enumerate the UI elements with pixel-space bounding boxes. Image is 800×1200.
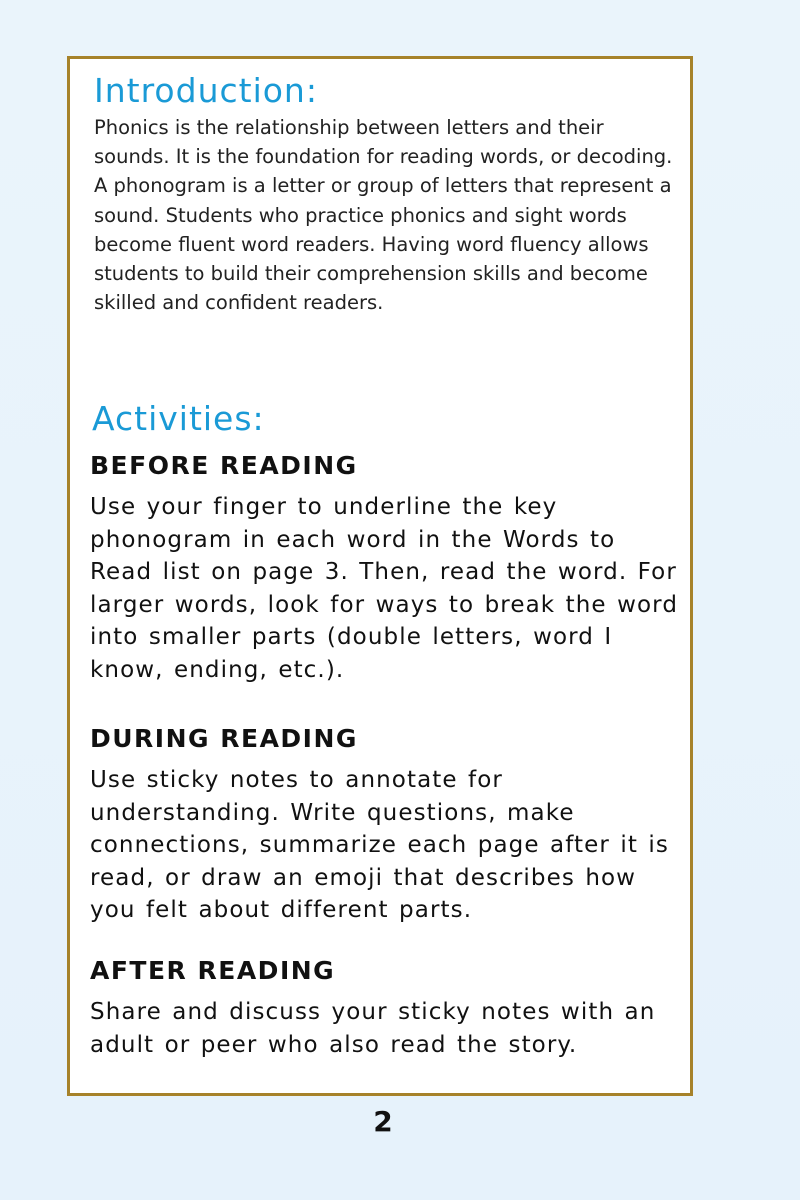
- introduction-text: Phonics is the relationship between letters and their sounds. It is the foundation for reading words, or decoding. A phonogram is a letter or group of letters that represent a sound. Students who practice phonics and sight words become fluent word readers. Having word fluency allows students to build their comprehension skills and become skilled and confident readers.: [94, 116, 673, 315]
- page-number: 2: [373, 1105, 393, 1138]
- before-reading-text: Use your finger to underline the key phonogram in each word in the Words to Read list on page 3. Then, read the word. For larger words, look for ways to break the word into smaller parts (double letters, word I know, ending, etc.).: [90, 494, 679, 683]
- before-reading-heading: BEFORE READING: [90, 451, 358, 480]
- after-reading-text: Share and discuss your sticky notes with an adult or peer who also read the story.: [90, 999, 656, 1058]
- after-reading-heading: AFTER READING: [90, 956, 336, 985]
- introduction-heading: Introduction:: [94, 71, 318, 110]
- content-card: [67, 56, 693, 1096]
- activities-heading: Activities:: [92, 399, 265, 438]
- during-reading-heading: DURING READING: [90, 724, 358, 753]
- during-reading-text: Use sticky notes to annotate for understanding. Write questions, make connections, summarize each page after it is read, or draw an emoji that describes how you felt about different parts.: [90, 767, 669, 924]
